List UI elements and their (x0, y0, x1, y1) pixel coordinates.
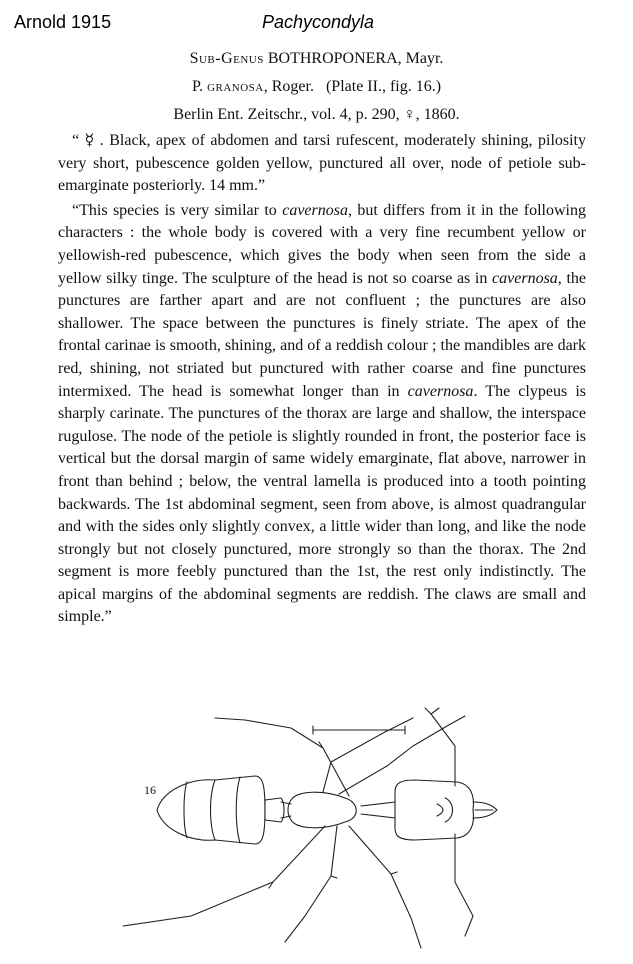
taxon-name-italic: cavernosa (407, 382, 474, 400)
taxon-name-italic: cavernosa (282, 201, 348, 219)
leg-hind-upper (323, 718, 413, 792)
ant-illustration (95, 706, 535, 956)
subgenus-prefix: Sub-Genus (189, 50, 264, 67)
subgenus-heading (0, 50, 633, 68)
figure-number: 16 (144, 783, 156, 797)
leg-mid-lower (285, 826, 337, 942)
paragraph-text: “ ☿ . Black, apex of abdomen and tarsi rufescent, moderately shining, pilosity very short, pubescence golden yellow, punctured all over, node of petiole sub-emarginate posteriorly. 14 mm.” (58, 132, 586, 195)
species-author-plate: , Roger. (Plate II., fig. 16.) (263, 78, 442, 95)
reference-citation: Berlin Ent. Zeitschr., vol. 4, p. 290, ♀, 1860. (173, 106, 460, 123)
header-author-year: Arnold 1915 (14, 12, 112, 32)
paragraph-text: , the punctures are farther apart and are not confluent ; the punctures are also shallower. The space between the punctures is finely striate. The apex of the frontal carinae is smooth, shining, and of a reddish colour ; the mandibles are dark red, shining, not striated but punctured with rather coarse and fine punctures intermixed. The head is somewhat longer than in (58, 269, 586, 400)
description-body (58, 130, 586, 629)
paragraph-text: . The clypeus is sharply carinate. The punctures of the thorax are large and shallow, the interspace rugulose. The node of the petiole is slightly rounded in front, the posterior face is vertical but the dorsal margin of same widely emarginate, flat above, narrower in front than behind ; below, the ventral lamella is produced into a tooth pointing backwards. The 1st abdominal segment, seen from above, is almost quadrangular and with the sides only slightly convex, a little wider than long, and like the node strongly but not closely punctured, more strongly so than the thorax. The 2nd segment is more feebly punctured than the 1st, the rest only indistinctly. The apical margins of the abdominal segments are reddish. The claws are small and simple.” (58, 382, 587, 626)
species-name: granosa (207, 78, 264, 95)
subgenus-name: BOTHROPONERA, Mayr. (267, 50, 444, 67)
antenna-lower (455, 834, 473, 936)
species-genus-abbrev: P. (191, 78, 204, 95)
thorax (288, 792, 356, 828)
paragraph-original-description (58, 130, 586, 198)
paragraph-text: , but differs from it in the following characters : the whole body is covered with a very fine recumbent yellow or yellowish-red pubescence, which gives the body when seen from the side a yellow silky tinge. The sculpture of the head is not so coarse as in (58, 201, 586, 287)
header-genus: Pachycondyla (262, 12, 375, 32)
leg-hind-lower (349, 826, 421, 948)
paragraph-comparison (58, 200, 586, 629)
paragraph-text: “This species is very similar to (72, 201, 283, 219)
species-heading (0, 78, 633, 96)
antenna-upper (425, 708, 455, 786)
taxon-name-italic: cavernosa (492, 269, 558, 287)
head (395, 780, 473, 840)
